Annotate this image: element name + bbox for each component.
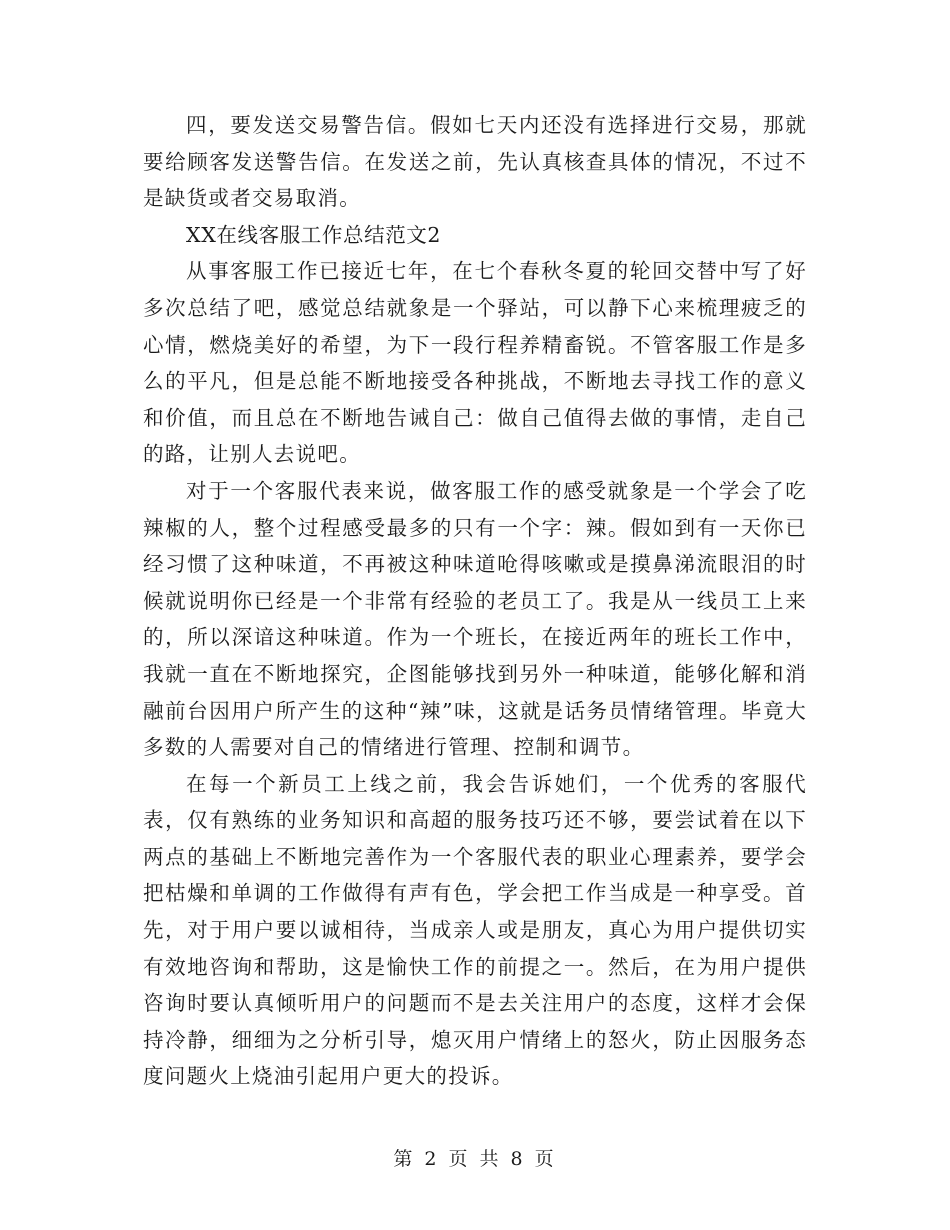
- document-body: [143, 107, 807, 1095]
- paragraph-transaction-warning: 四，要发送交易警告信。假如七天内还没有选择进行交易，那就要给顾客发送警告信。在发送之前，先认真核查具体的情况，不过不是缺货或者交易取消。: [143, 113, 807, 211]
- paragraph-experience: 从事客服工作已接近七年，在七个春秋冬夏的轮回交替中写了好多次总结了吧，感觉总结就象是一个驿站，可以静下心来梳理疲乏的心情，燃烧美好的希望，为下一段行程养精畜锐。不管客服工作是多么的平凡，但是总能不断地接受各种挑战，不断地去寻找工作的意义和价值，而且总在不断地告诫自己：做自己值得去做的事情，走自己的路，让别人去说吧。: [143, 259, 807, 467]
- page-number-footer: 第 2 页 共 8 页: [393, 1148, 557, 1170]
- paragraph-emotion-management: 对于一个客服代表来说，做客服工作的感受就象是一个学会了吃辣椒的人，整个过程感受最多的只有一个字：辣。假如到有一天你已经习惯了这种味道，不再被这种味道呛得咳嗽或是摸鼻涕流眼泪的时候就说明你已经是一个非常有经验的老员工了。我是从一线员工上来的，所以深谙这种味道。作为一个班长，在接近两年的班长工作中，我就一直在不断地探究，企图能够找到另外一种味道，能够化解和消融前台因用户所产生的这种“辣”味，这就是话务员情绪管理。毕竟大多数的人需要对自己的情绪进行管理、控制和调节。: [143, 478, 807, 760]
- section-title: XX在线客服工作总结范文2: [186, 222, 442, 247]
- paragraph-new-employee: 在每一个新员工上线之前，我会告诉她们，一个优秀的客服代表，仅有熟练的业务知识和高超的服务技巧还不够，要尝试着在以下两点的基础上不断地完善作为一个客服代表的职业心理素养，要学会把枯燥和单调的工作做得有声有色，学会把工作当成是一种享受。首先，对于用户要以诚相待，当成亲人或是朋友，真心为用户提供切实有效地咨询和帮助，这是愉快工作的前提之一。然后，在为用户提供咨询时要认真倾听用户的问题而不是去关注用户的态度，这样才会保持冷静，细细为之分析引导，熄灭用户情绪上的怒火，防止因服务态度问题火上烧油引起用户更大的投诉。: [143, 771, 807, 1089]
